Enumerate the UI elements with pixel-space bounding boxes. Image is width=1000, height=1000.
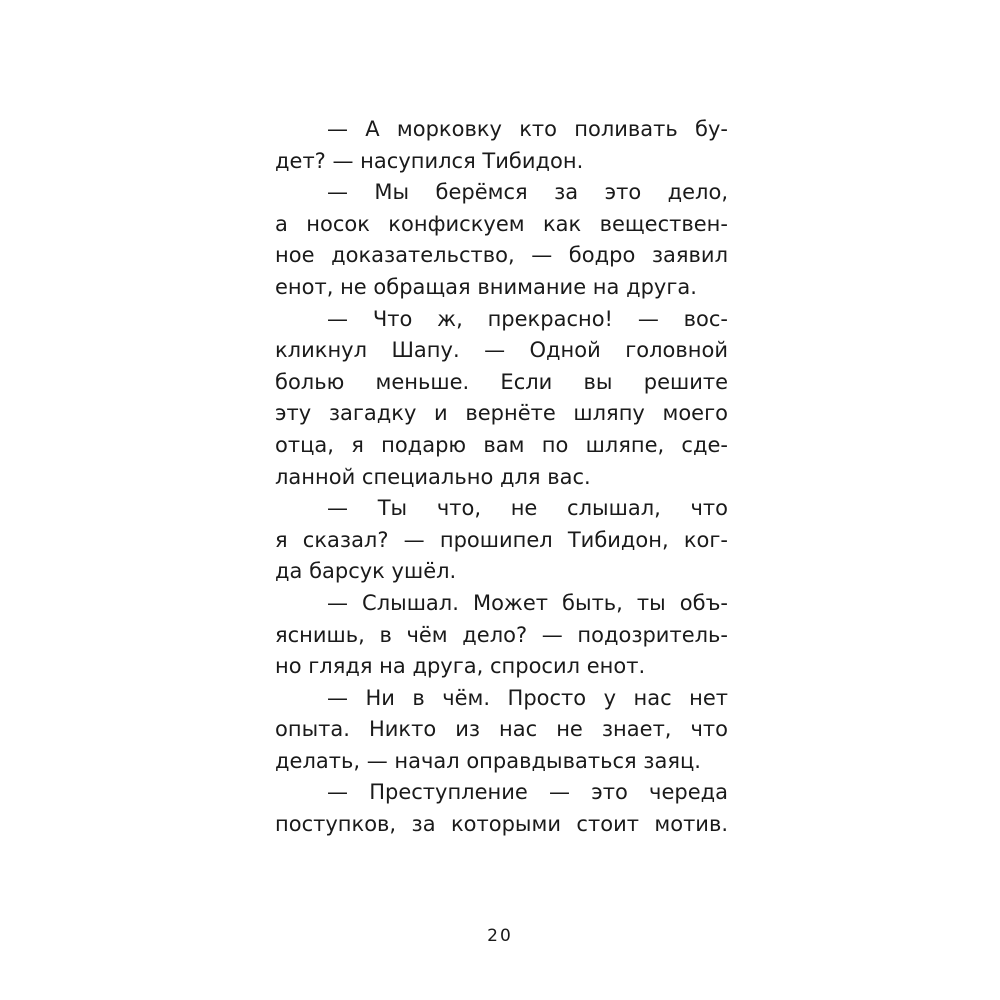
text-line: — А морковку кто поливать бу- [327,117,728,141]
text-line: но глядя на друга, спросил енот. [275,654,646,679]
page-number: 20 [487,926,513,946]
text-line: ланной специально для вас. [275,464,591,489]
text-line: яснишь, в чём дело? — подозритель- [275,622,728,647]
text-line: — Слышал. Может быть, ты объ- [327,590,728,615]
text-line: отца, я подарю вам по шляпе, сде- [275,432,728,457]
text-line: делать, — начал оправдываться заяц. [275,748,701,773]
text-line: болью меньше. Если вы решите [275,369,728,394]
text-line: — Что ж, прекрасно! — вос- [327,306,728,331]
text-line: ное доказательство, — бодро заявил [275,243,728,268]
text-line: — Ни в чём. Просто у нас нет [327,685,728,710]
text-line: — Мы берёмся за это дело, [327,180,728,205]
text-line: енот, не обращая внимание на друга. [275,274,697,299]
text-line: эту загадку и вернёте шляпу моего [275,401,728,426]
text-line: кликнул Шапу. — Одной головной [275,338,728,363]
text-line: да барсук ушёл. [275,559,457,584]
text-line: поступков, за которыми стоит мотив. [275,812,728,837]
text-line: а носок конфискуем как веществен- [275,211,728,236]
text-line: — Ты что, не слышал, что [327,496,728,521]
text-line: — Преступление — это череда [327,780,728,805]
body-text [275,114,728,841]
text-line: опыта. Никто из нас не знает, что [275,717,728,742]
text-line: дет? — насупился Тибидон. [275,148,584,173]
text-line: я сказал? — прошипел Тибидон, ког- [275,527,728,552]
